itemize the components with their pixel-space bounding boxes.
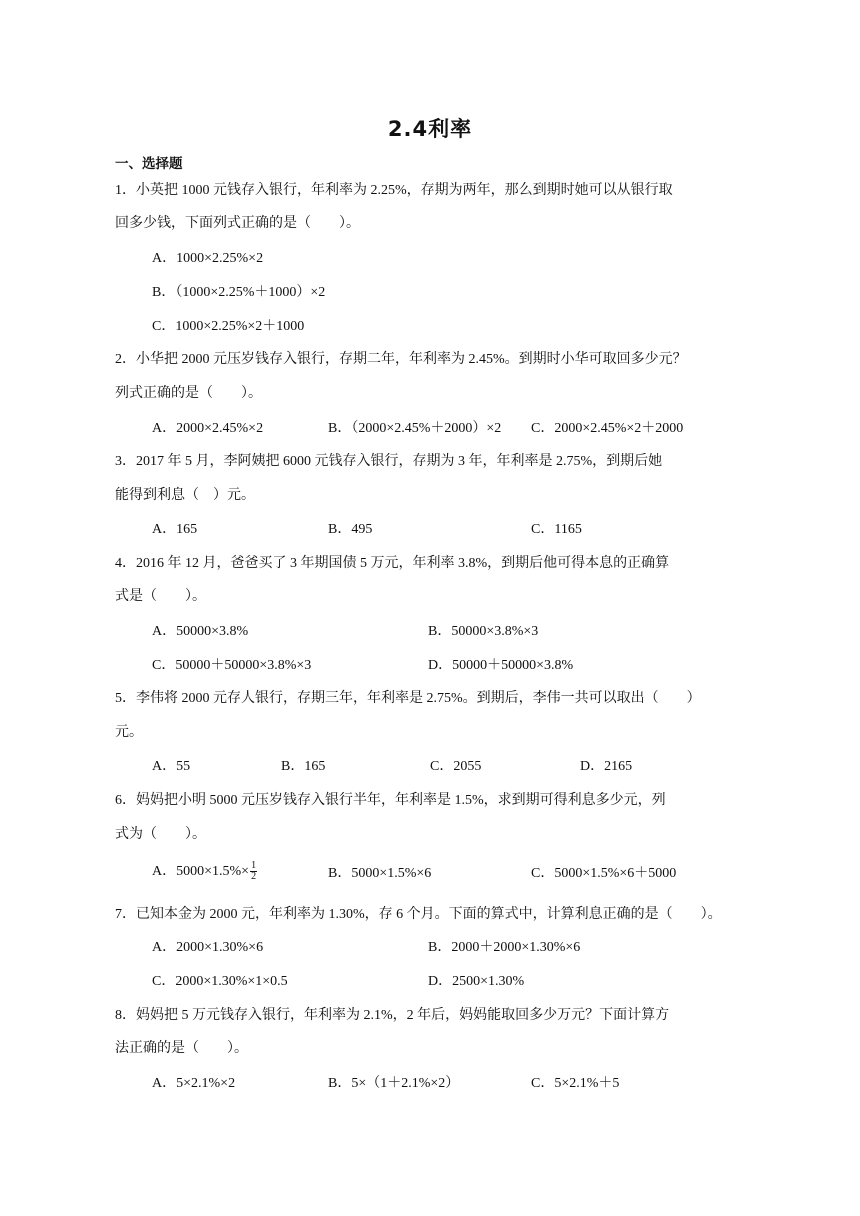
question-1-option-b: B．（1000×2.25%＋1000）×2 <box>152 285 326 300</box>
question-3-option-b: B．495 <box>328 522 373 537</box>
question-6-line-1: 6．妈妈把小明 5000 元压岁钱存入银行半年，年利率是 1.5%，求到期可得利息多少元，列 <box>115 793 666 808</box>
question-3-option-a: A．165 <box>152 522 198 537</box>
question-6-line-2: 式为（ ）。 <box>115 827 206 842</box>
question-5-option-d: D．2165 <box>580 759 633 774</box>
question-8-option-b: B．5×（1＋2.1%×2） <box>328 1076 460 1091</box>
question-8-line-1: 8．妈妈把 5 万元钱存入银行，年利率为 2.1%，2 年后，妈妈能取回多少万元？下面计算方 <box>115 1008 670 1023</box>
question-3-option-c: C．1165 <box>531 522 582 537</box>
question-8-option-c: C．5×2.1%＋5 <box>531 1076 620 1091</box>
fraction-numerator: 1 <box>251 860 257 872</box>
question-6-option-c: C．5000×1.5%×6＋5000 <box>531 866 677 881</box>
page-title: 2.4利率 <box>387 117 473 141</box>
question-5-line-2: 元。 <box>115 725 143 740</box>
question-8-line-2: 法正确的是（ ）。 <box>115 1041 248 1056</box>
question-4-option-a: A．50000×3.8% <box>152 624 249 639</box>
question-4-line-2: 式是（ ）。 <box>115 589 206 604</box>
question-7-line-1: 7．已知本金为 2000 元，年利率为 1.30%，存 6 个月。下面的算式中，计算利息正确的是（ ）。 <box>115 907 722 922</box>
question-5-option-a: A．55 <box>152 759 191 774</box>
question-7-option-a: A．2000×1.30%×6 <box>152 940 264 955</box>
question-3-line-1: 3．2017 年 5 月，李阿姨把 6000 元钱存入银行，存期为 3 年，年利率是 2.75%，到期后她 <box>115 454 663 469</box>
question-7-option-c: C．2000×1.30%×1×0.5 <box>152 974 288 989</box>
question-5-option-b: B．165 <box>281 759 326 774</box>
question-7-option-b: B．2000＋2000×1.30%×6 <box>428 940 581 955</box>
question-6-option-a-text: A．5000×1.5%× <box>152 864 250 879</box>
question-8-option-a: A．5×2.1%×2 <box>152 1076 236 1091</box>
question-1-line-1: 1．小英把 1000 元钱存入银行，年利率为 2.25%，存期为两年，那么到期时她可以从银行取 <box>115 183 673 198</box>
question-2-option-c: C．2000×2.45%×2＋2000 <box>531 421 684 436</box>
question-7-option-d: D．2500×1.30% <box>428 974 525 989</box>
question-4-option-d: D．50000＋50000×3.8% <box>428 658 574 673</box>
question-2-option-b: B．（2000×2.45%＋2000）×2 <box>328 421 502 436</box>
question-1-option-a: A．1000×2.25%×2 <box>152 251 264 266</box>
question-4-option-b: B．50000×3.8%×3 <box>428 624 539 639</box>
question-1-line-2: 回多少钱，下面列式正确的是（ ）。 <box>115 216 360 231</box>
question-2-line-1: 2．小华把 2000 元压岁钱存入银行，存期二年，年利率为 2.45%。到期时小华可取回多少元？ <box>115 352 687 367</box>
fraction-denominator: 2 <box>251 871 257 883</box>
question-5-option-c: C．2055 <box>430 759 482 774</box>
fraction-one-half <box>250 861 257 882</box>
question-1-option-c: C．1000×2.25%×2＋1000 <box>152 319 305 334</box>
question-4-line-1: 4．2016 年 12 月，爸爸买了 3 年期国债 5 万元，年利率 3.8%，到期后他可得本息的正确算 <box>115 556 670 571</box>
question-6-option-a <box>152 860 257 882</box>
question-6-option-b: B．5000×1.5%×6 <box>328 866 432 881</box>
question-5-line-1: 5．李伟将 2000 元存人银行，存期三年，年利率是 2.75%。到期后，李伟一共可以取出（ ） <box>115 691 701 706</box>
question-2-line-2: 列式正确的是（ ）。 <box>115 386 262 401</box>
question-4-option-c: C．50000＋50000×3.8%×3 <box>152 658 312 673</box>
question-2-option-a: A．2000×2.45%×2 <box>152 421 264 436</box>
question-3-line-2: 能得到利息（ ）元。 <box>115 488 255 503</box>
section-heading: 一、选择题 <box>115 156 183 172</box>
